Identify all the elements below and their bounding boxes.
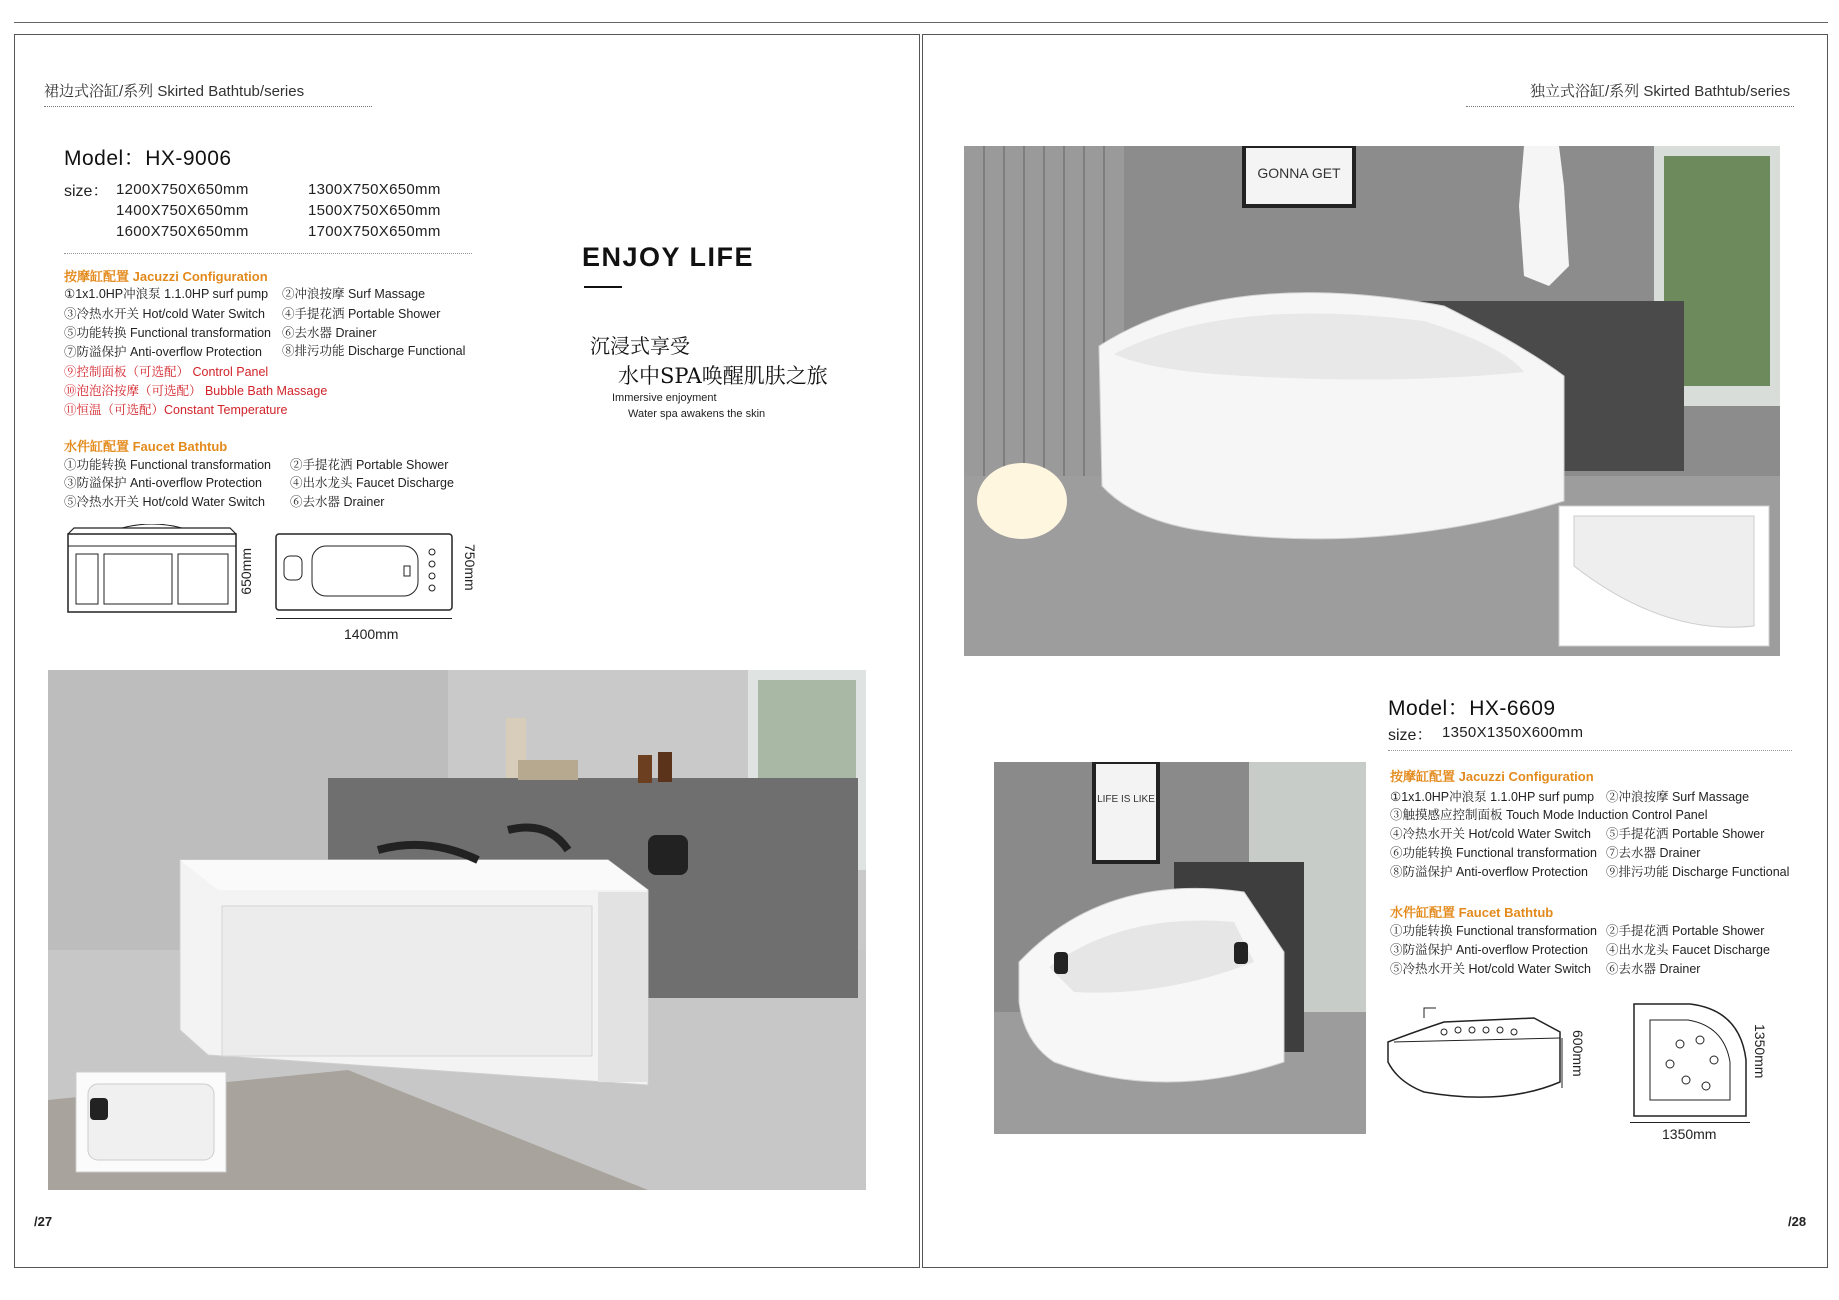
jacuzzi-item: ⑤手提花洒 Portable Shower <box>1606 827 1765 841</box>
jacuzzi-item: ③触摸感应控制面板 Touch Mode Induction Control Panel <box>1390 808 1708 822</box>
left-model-title: Model：HX-9006 <box>64 147 232 170</box>
bathtub-top-drawing <box>272 530 456 614</box>
faucet-item: ⑤冷热水开关 Hot/cold Water Switch <box>64 495 265 509</box>
slogan-en-line1: Immersive enjoyment <box>612 392 717 404</box>
size-value: 1300X750X650mm <box>308 181 441 198</box>
faucet-item: ⑥去水器 Drainer <box>290 495 385 509</box>
faucet-item: ④出水龙头 Faucet Discharge <box>1606 943 1770 957</box>
dim-width-label: 750mm <box>462 544 478 591</box>
jacuzzi-item: ②冲浪按摩 Surf Massage <box>282 287 426 301</box>
bathtub-side-drawing <box>62 524 242 616</box>
slogan-cn-line2: 水中SPA唤醒肌肤之旅 <box>618 364 828 388</box>
faucet-item: ②手提花洒 Portable Shower <box>1606 924 1765 938</box>
left-size-label: size： <box>64 183 109 200</box>
size-value: 1400X750X650mm <box>116 202 249 219</box>
jacuzzi-item: ⑥功能转换 Functional transformation <box>1390 846 1598 860</box>
right-size-divider <box>1388 750 1792 751</box>
size-value: 1600X750X650mm <box>116 223 249 240</box>
left-product-photo <box>48 670 866 1190</box>
size-value: 1500X750X650mm <box>308 202 441 219</box>
jacuzzi-item: ①1x1.0HP冲浪泵 1.1.0HP surf pump <box>1390 790 1595 804</box>
left-faucet-title: 水件缸配置 Faucet Bathtub <box>64 439 228 454</box>
faucet-item: ④出水龙头 Faucet Discharge <box>290 476 454 490</box>
size-value: 1700X750X650mm <box>308 223 441 240</box>
faucet-item: ⑤冷热水开关 Hot/cold Water Switch <box>1390 962 1591 976</box>
left-series-header: 裙边式浴缸/系列 Skirted Bathtub/series <box>44 83 305 100</box>
left-size-divider <box>64 253 472 254</box>
jacuzzi-item: ⑥去水器 Drainer <box>282 326 377 340</box>
dim-height-label: 650mm <box>238 548 254 595</box>
poster-text: LIFE IS LIKE <box>1097 794 1155 805</box>
dim-bottom-arrow <box>1630 1122 1750 1123</box>
right-size-value: 1350X1350X600mm <box>1442 724 1584 741</box>
jacuzzi-item: ⑧排污功能 Discharge Functional <box>282 344 466 358</box>
jacuzzi-item: ①1x1.0HP冲浪泵 1.1.0HP surf pump <box>64 287 269 301</box>
right-page-number: /28 <box>1788 1214 1807 1229</box>
jacuzzi-item: ③冷热水开关 Hot/cold Water Switch <box>64 307 265 321</box>
dim-side-label: 1350mm <box>1752 1024 1768 1079</box>
dim-bottom-label: 1350mm <box>1662 1126 1717 1142</box>
faucet-item: ①功能转换 Functional transformation <box>1390 924 1598 938</box>
jacuzzi-item: ⑤功能转换 Functional transformation <box>64 326 272 340</box>
slogan-underline <box>584 286 622 288</box>
right-jacuzzi-title: 按摩缸配置 Jacuzzi Configuration <box>1390 769 1594 784</box>
right-header-divider <box>1466 106 1794 107</box>
right-bottom-product-photo <box>994 762 1366 1134</box>
right-series-header: 独立式浴缸/系列 Skirted Bathtub/series <box>1530 83 1791 100</box>
jacuzzi-optional-item: ⑪恒温（可选配）Constant Temperature <box>64 403 288 417</box>
left-header-divider <box>44 106 372 107</box>
left-jacuzzi-title: 按摩缸配置 Jacuzzi Configuration <box>64 269 268 284</box>
jacuzzi-item: ⑨排污功能 Discharge Functional <box>1606 865 1790 879</box>
faucet-item: ⑥去水器 Drainer <box>1606 962 1701 976</box>
jacuzzi-optional-item: ⑩泡泡浴按摩（可选配） Bubble Bath Massage <box>64 384 328 398</box>
slogan-title: ENJOY LIFE <box>582 242 755 272</box>
jacuzzi-item: ⑧防溢保护 Anti-overflow Protection <box>1390 865 1588 879</box>
jacuzzi-item: ④冷热水开关 Hot/cold Water Switch <box>1390 827 1591 841</box>
right-model-title: Model：HX-6609 <box>1388 697 1556 720</box>
top-edge-line <box>14 22 1828 23</box>
faucet-item: ①功能转换 Functional transformation <box>64 458 272 472</box>
poster-text: GONNA GET <box>1257 165 1341 181</box>
right-top-product-photo <box>964 146 1780 656</box>
size-value: 1200X750X650mm <box>116 181 249 198</box>
jacuzzi-item: ②冲浪按摩 Surf Massage <box>1606 790 1750 804</box>
faucet-item: ③防溢保护 Anti-overflow Protection <box>64 476 262 490</box>
jacuzzi-item: ⑦防溢保护 Anti-overflow Protection <box>64 345 262 359</box>
faucet-item: ③防溢保护 Anti-overflow Protection <box>1390 943 1588 957</box>
corner-tub-top-drawing <box>1630 1000 1750 1120</box>
right-size-label: size： <box>1388 727 1433 744</box>
left-page-number: /27 <box>34 1214 53 1229</box>
dim-length-arrow <box>276 618 452 619</box>
slogan-en-line2: Water spa awakens the skin <box>628 408 766 420</box>
dim-height-label: 600mm <box>1570 1030 1586 1077</box>
jacuzzi-optional-item: ⑨控制面板（可选配） Control Panel <box>64 365 269 379</box>
slogan-cn-line1: 沉浸式享受 <box>590 334 690 358</box>
corner-tub-side-drawing <box>1384 1002 1566 1106</box>
dim-length-label: 1400mm <box>344 626 399 642</box>
jacuzzi-item: ⑦去水器 Drainer <box>1606 846 1701 860</box>
jacuzzi-item: ④手提花洒 Portable Shower <box>282 307 441 321</box>
faucet-item: ②手提花洒 Portable Shower <box>290 458 449 472</box>
right-faucet-title: 水件缸配置 Faucet Bathtub <box>1390 905 1554 920</box>
